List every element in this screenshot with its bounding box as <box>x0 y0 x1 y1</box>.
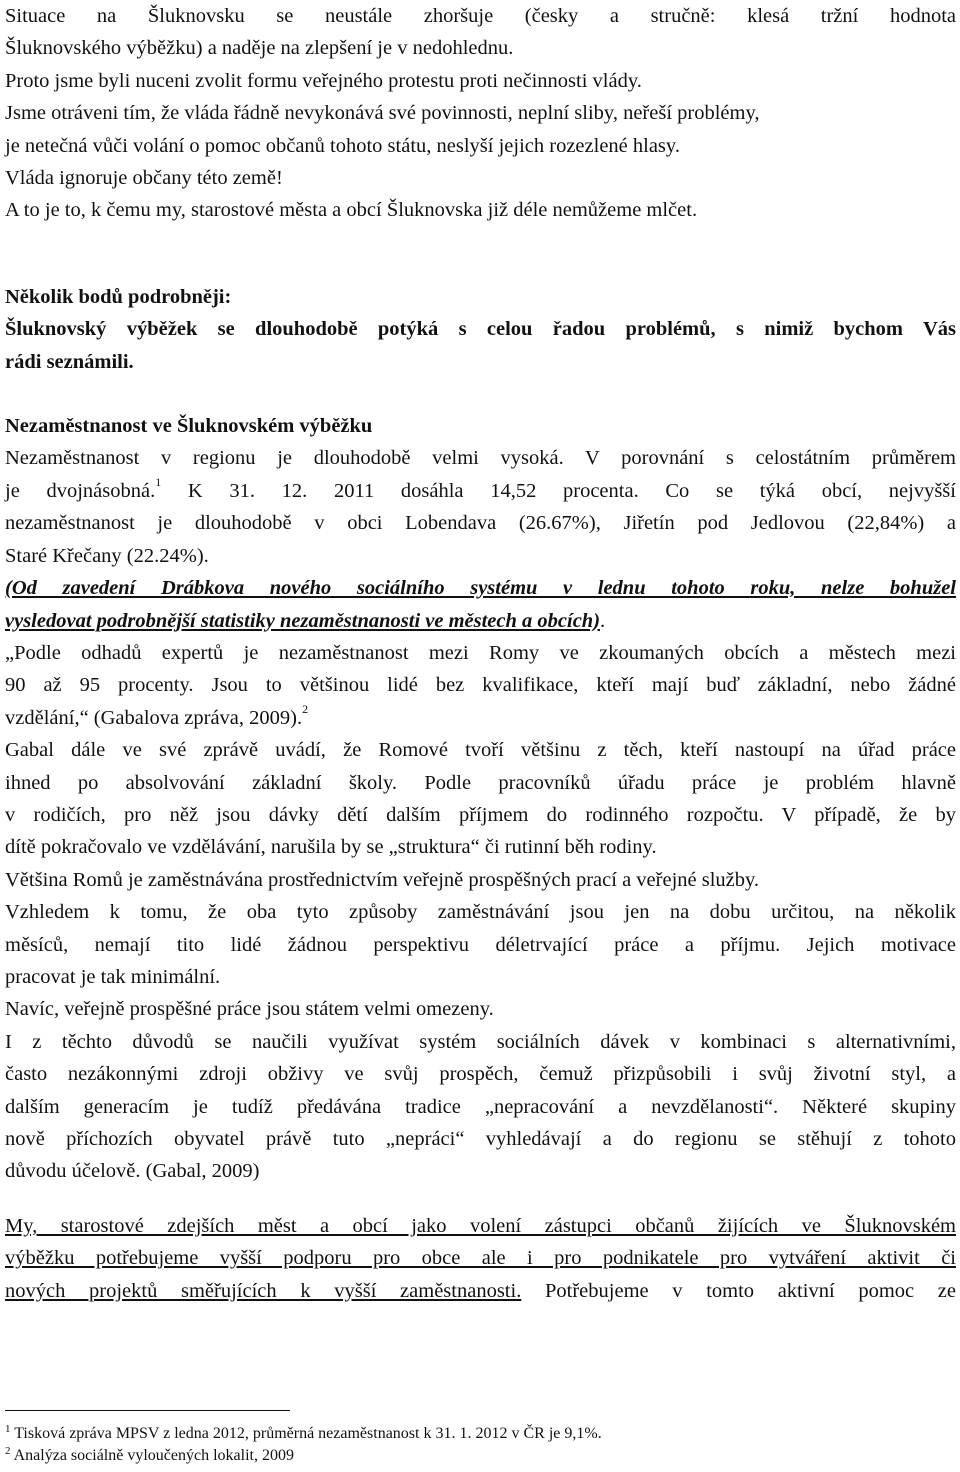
paragraph-line: Nezaměstnanost v regionu je dlouhodobě velmi vysoká. V porovnání s celostátním průměrem <box>5 447 956 470</box>
intro-line: A to je to, k čemu my, starostové města a obcí Šluknovska již déle nemůžeme mlčet. <box>5 199 698 222</box>
paragraph-line: často nezákonnými zdroji obživy ve svůj prospěch, čemuž přizpůsobili i svůj životní styl, a <box>5 1063 956 1086</box>
footnote-ref: 1 <box>155 474 162 489</box>
intro-line: Jsme otráveni tím, že vláda řádně nevykonává své povinnosti, neplní sliby, neřeší problémy, <box>5 102 760 125</box>
footnote-1: $^1$ Tisková zpráva MPSV z ledna 2012, průměrná nezaměstnanost k 31. 1. 2012 v ČR je 9,1%. <box>5 1423 602 1442</box>
quote-line: „Podle odhadů expertů je nezaměstnanost mezi Romy ve zkoumaných obcích a městech mezi <box>5 641 956 664</box>
intro-line: Proto jsme byli nuceni zvolit formu veřejného protestu proti nečinnosti vlády. <box>5 69 642 92</box>
quote-line: vzdělání,“ (Gabalova zpráva, 2009).$^2$ <box>5 701 309 729</box>
paragraph-line: Většina Romů je zaměstnávána prostřednictvím veřejně prospěšných prací a veřejné služby. <box>5 868 760 891</box>
paragraph-line: měsíců, nemají tito lidé žádnou perspektivu déletrvající práce a příjmu. Jejich motivace <box>5 933 956 956</box>
paragraph-line: Navíc, veřejně prospěšné práce jsou státem velmi omezeny. <box>5 998 494 1021</box>
points-text: rádi seznámili. <box>5 350 134 373</box>
paragraph-line: Staré Křečany (22.24%). <box>5 544 209 567</box>
paragraph-line: dalším generacím je tudíž předávána tradice „nepracování a nevzdělanosti“. Některé skupiny <box>5 1095 956 1118</box>
paragraph-line: důvodu účelově. (Gabal, 2009) <box>5 1160 260 1183</box>
paragraph-line: dítě pokračovalo ve vzdělávání, narušila by se „struktura“ či rutinní běh rodiny. <box>5 836 657 859</box>
paragraph-line: je dvojnásobná.$^1$ K 31. 12. 2011 dosáhla 14,52 procenta. Co se týká obcí, nejvyšší <box>5 474 956 502</box>
closing-line: nových projektů směřujících k vyšší zaměstnanosti. Potřebujeme v tomto aktivní pomoc ze <box>5 1279 956 1302</box>
paragraph-line: nově příchozích obyvatel právě tuto „nepráci“ vyhledávají a do regionu se stěhují z tohoto <box>5 1128 956 1150</box>
footnote-2: $^2$ Analýza sociálně vyloučených lokalit, 2009 <box>5 1445 294 1464</box>
closing-line: výběžku potřebujeme vyšší podporu pro obce ale i pro podnikatele pro vytváření aktivit či <box>5 1247 956 1270</box>
footnote-separator <box>5 1410 290 1411</box>
points-heading: Několik bodů podrobněji: <box>5 285 232 308</box>
paragraph-line: ihned po absolvování základní školy. Podle pracovníků úřadu práce je problém hlavně <box>5 771 956 794</box>
closing-line: My, starostové zdejších měst a obcí jako volení zástupci občanů žijících ve Šluknovském <box>5 1214 956 1237</box>
emphasis-line: (Od zavedení Drábkova nového sociálního systému v lednu tohoto roku, nelze bohužel <box>5 577 956 600</box>
paragraph-line: nezaměstnanost je dlouhodobě v obci Lobendava (26.67%), Jiřetín pod Jedlovou (22,84%) a <box>5 512 956 535</box>
paragraph-line: I z těchto důvodů se naučili využívat systém sociálních dávek v kombinaci s alternativními, <box>5 1030 956 1053</box>
emphasis-line: vysledovat podrobnější statistiky nezaměstnanosti ve městech a obcích). <box>5 609 606 632</box>
intro-line: Situace na Šluknovsku se neustále zhoršuje (česky a stručně: klesá tržní hodnota <box>5 5 956 27</box>
paragraph-line: Gabal dále ve své zprávě uvádí, že Romové tvoří většinu z těch, kteří nastoupí na úřad práce <box>5 739 956 762</box>
section-heading: Nezaměstnanost ve Šluknovském výběžku <box>5 415 373 438</box>
intro-line: je netečná vůči volání o pomoc občanů tohoto státu, neslyší jejich rozezlené hlasy. <box>5 134 680 157</box>
points-text: Šluknovský výběžek se dlouhodobě potýká s celou řadou problémů, s nimiž bychom Vás <box>5 318 956 341</box>
quote-line: 90 až 95 procenty. Jsou to většinou lidé bez kvalifikace, kteří mají buď základní, nebo žádné <box>5 674 956 697</box>
paragraph-line: v rodičích, pro něž jsou dávky dětí dalším příjmem do rodinného rozpočtu. V případě, že by <box>5 803 956 826</box>
paragraph-line: Vzhledem k tomu, že oba tyto způsoby zaměstnávání jsou jen na dobu určitou, na několik <box>5 901 956 924</box>
intro-line: Vláda ignoruje občany této země! <box>5 167 283 190</box>
paragraph-line: pracovat je tak minimální. <box>5 965 221 988</box>
footnote-ref: 2 <box>302 701 309 716</box>
intro-line: Šluknovského výběžku) a naděje na zlepšení je v nedohlednu. <box>5 37 514 60</box>
document-page <box>5 0 956 1307</box>
